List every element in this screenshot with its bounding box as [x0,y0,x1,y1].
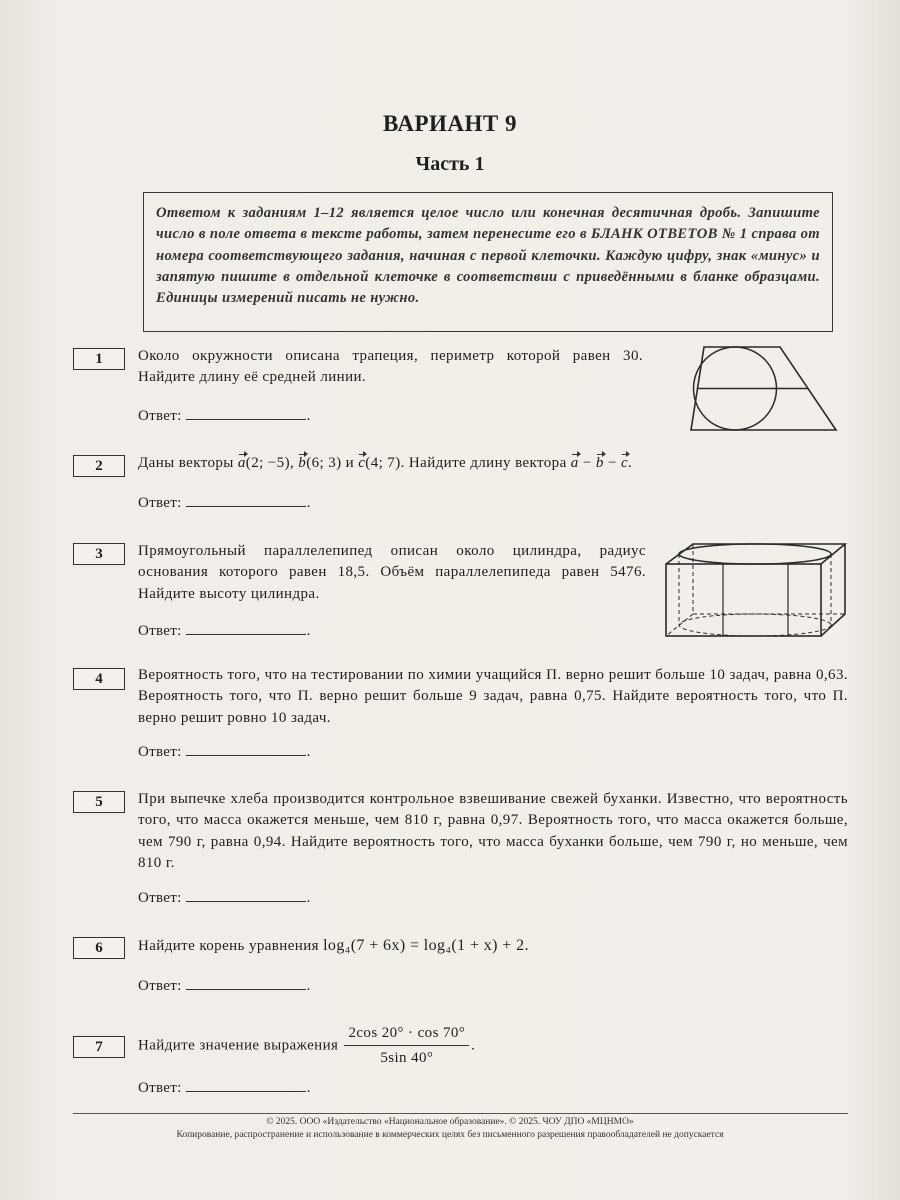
task-7-text: Найдите значение выражения $\frac{2\cos 20^\circ \cdot \cos 70^\circ}{5\sin 40^\circ}$ . [138,1025,476,1066]
task-6-text: Найдите корень уравнения log₄(7 + 6x) = log₄(1 + x) + 2. [138,937,529,954]
parallelepiped-cylinder-figure [663,532,848,640]
task-5-number: 5 [73,791,125,813]
task-4-number: 4 [73,668,125,690]
instructions-box: Ответом к заданиям 1–12 является целое число или конечная десятичная дробь. Запишите число в поле ответа в тексте работы, затем перенесите его в БЛАНК ОТВЕТОВ № 1 справа от номера соответствующего задания, начиная с первой клеточки. Каждую цифру, знак «минус» и запятую пишите в отдельной клеточке в соответствии с приведёнными в бланке образцами. Единицы измерений писать не нужно. [143,192,833,332]
task-5-answer-field[interactable] [186,887,306,902]
vector-b: b [298,453,306,474]
task-3-text: Прямоугольный параллелепипед описан около цилиндра, радиус основания которого равен 18,5. Объём параллелепипеда равен 5476. Найдите высоту цилиндра. [138,543,646,602]
task-4-text: Вероятность того, что на тестировании по химии учащийся П. верно решит больше 10 задач, равна 0,63. Вероятность того, что П. верно решит больше 9 задач, равна 0,75. Найдите вероятность того, что П. верно решит ровно 10 задач. [138,667,848,726]
footer-notice: Копирование, распространение и использование в коммерческих целях без письменного разрешения правообладателей не допускается [176,1130,724,1140]
footer-copyright: © 2025. ООО «Издательство «Национальное образование». © 2025. ЧОУ ДПО «МЦНМО» [266,1117,634,1127]
task-6-answer: Ответ: . [138,975,311,995]
task-1-number: 1 [73,348,125,370]
task-5-text: При выпечке хлеба производится контрольное взвешивание свежей буханки. Известно, что вероятность того, что масса окажется меньше, чем 810 г, равна 0,97. Вероятность того, что масса окажется больше, чем 790 г, равна 0,94. Найдите вероятность того, что масса буханки больше, чем 790 г, но меньше, чем 810 г. [138,791,848,871]
task-2-number: 2 [73,455,125,477]
task-3-number: 3 [73,543,125,565]
task-1-answer: Ответ: . [138,405,311,425]
variant-title: ВАРИАНТ 9 [382,111,518,136]
task-2-answer-field[interactable] [186,492,306,507]
task-7-answer-field[interactable] [186,1077,306,1092]
vector-c: c [358,453,365,474]
task-3-answer-field[interactable] [186,620,306,635]
task-2-text: Даны векторы a(2; −5), b(6; 3) и c(4; 7). Найдите длину вектора a − b − c. [138,453,818,474]
trig-fraction: $\frac{2\cos 20^\circ \cdot \cos 70^\circ}{5\sin 40^\circ}$ [344,1023,469,1068]
part-title: Часть 1 [415,153,485,175]
task-1-answer-field[interactable] [186,405,306,420]
log-equation: log₄(7 + 6x) = log₄(1 + x) + 2. [323,937,529,954]
task-7-answer: Ответ: . [138,1077,311,1097]
task-7-number: 7 [73,1036,125,1058]
task-6-number: 6 [73,937,125,959]
vector-a: a [238,453,246,474]
answer-label: Ответ: [138,408,182,424]
footer-divider [73,1113,848,1114]
task-4-answer-field[interactable] [186,741,306,756]
task-1-text: Около окружности описана трапеция, периметр которой равен 30. Найдите длину её средней линии. [138,348,643,386]
task-5-answer: Ответ: . [138,887,311,907]
task-4-answer: Ответ: . [138,741,311,761]
task-2-answer: Ответ: . [138,492,311,512]
trapezoid-figure [688,343,840,433]
task-6-answer-field[interactable] [186,975,306,990]
task-3-answer: Ответ: . [138,620,311,640]
